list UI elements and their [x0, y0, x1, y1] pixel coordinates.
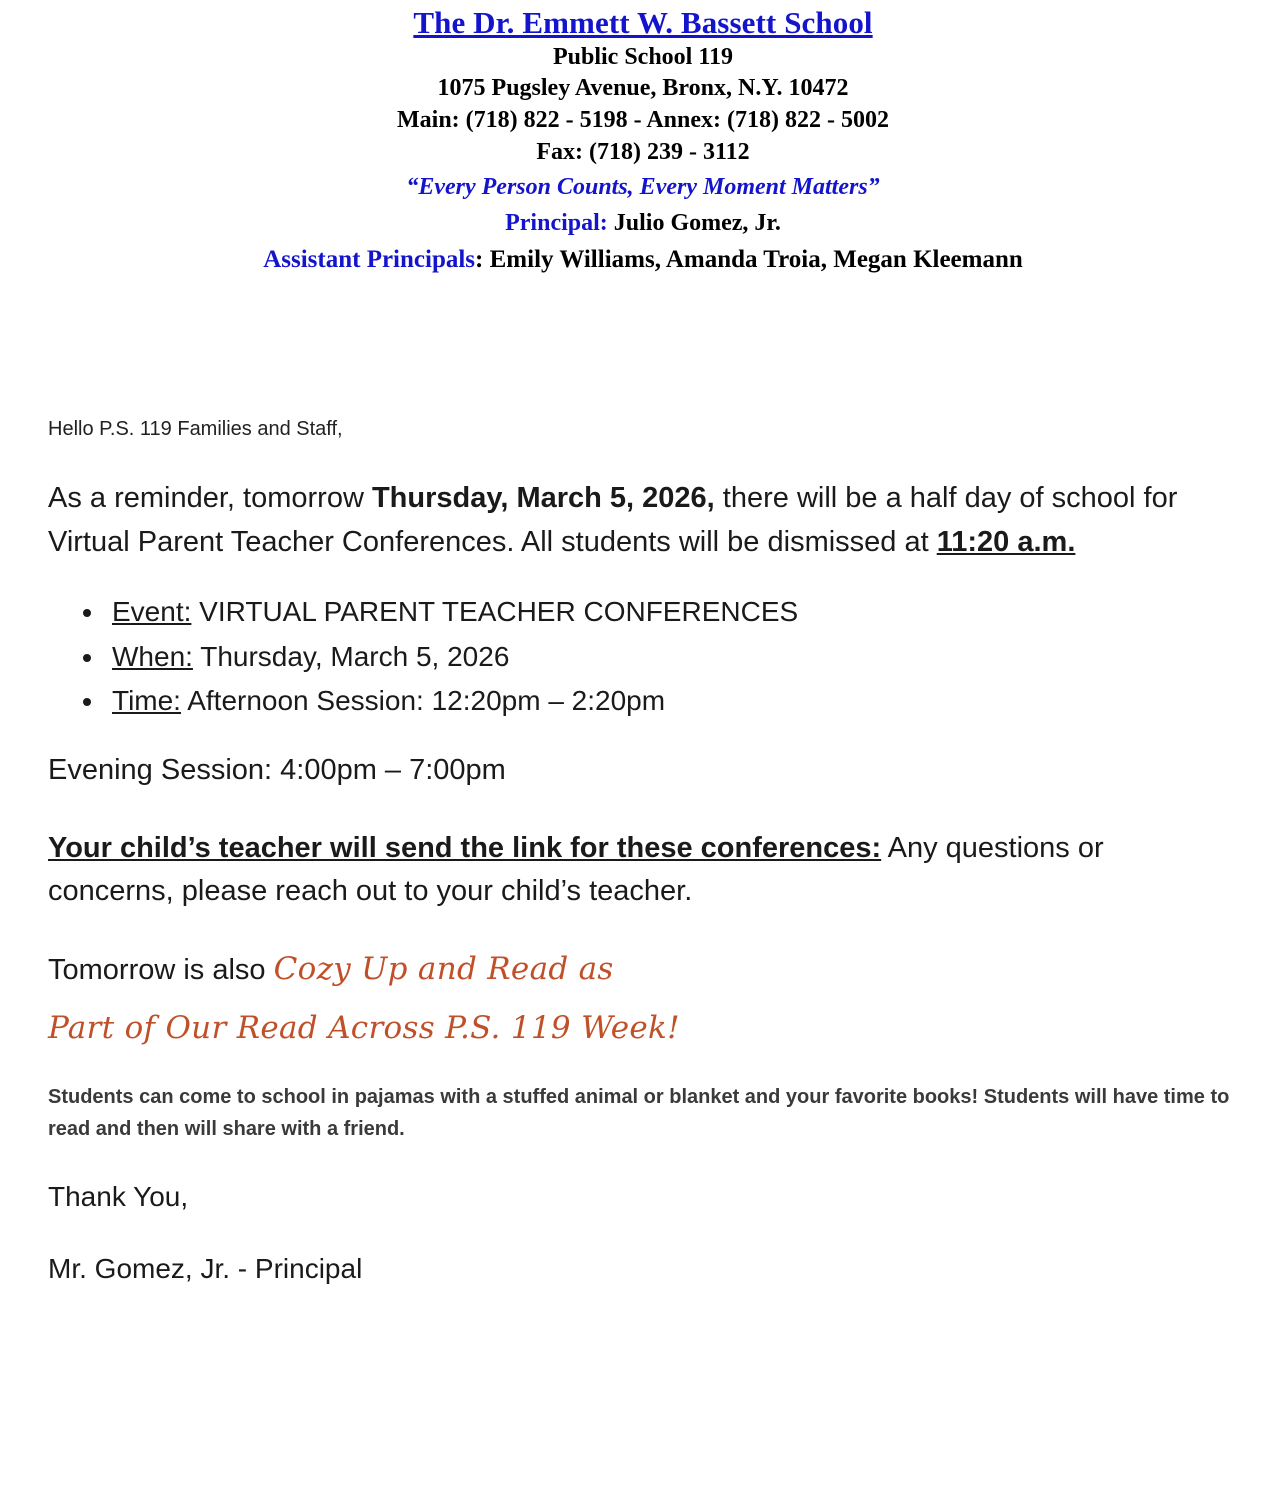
teacher-link-emphasis: Your child’s teacher will send the link for these conferences:	[48, 831, 882, 864]
reminder-paragraph	[48, 476, 1236, 565]
school-phone-numbers: Main: (718) 822 - 5198 - Annex: (718) 822 - 5002	[397, 107, 889, 134]
school-name-heading[interactable]: The Dr. Emmett W. Bassett School	[413, 5, 873, 40]
when-value: Thursday, March 5, 2026	[192, 640, 510, 672]
conference-date-bold: Thursday, March 5, 2026,	[371, 481, 715, 514]
assistant-principals-label: Assistant Principals	[263, 246, 476, 274]
list-item	[106, 590, 1236, 634]
cozy-up-paragraph	[48, 946, 1236, 993]
event-label: Event:	[112, 596, 192, 628]
event-value: VIRTUAL PARENT TEACHER CONFERENCES	[191, 596, 799, 628]
dismissal-time: 11:20 a.m.	[936, 526, 1076, 559]
reminder-text-part1: As a reminder, tomorrow	[48, 481, 372, 514]
event-details-list	[48, 590, 1236, 723]
school-fax-number: Fax: (718) 239 - 3112	[536, 138, 750, 165]
school-motto: “Every Person Counts, Every Moment Matters”	[406, 173, 880, 200]
time-value: Afternoon Session: 12:20pm – 2:20pm	[180, 684, 666, 716]
when-label: When:	[112, 640, 193, 672]
evening-session-line: Evening Session: 4:00pm – 7:00pm	[48, 754, 506, 787]
list-item	[106, 679, 1236, 723]
public-school-number: Public School 119	[552, 43, 734, 70]
letter-body	[0, 416, 1286, 1290]
pajama-day-note: Students can come to school in pajamas with a stuffed animal or blanket and your favorite books! Students will have time to read and then will share with a friend.	[48, 1086, 1230, 1141]
read-across-paragraph	[48, 1006, 1236, 1051]
assistant-principals-colon: :	[475, 246, 484, 274]
teacher-link-paragraph	[48, 827, 1236, 914]
time-label: Time:	[112, 684, 181, 716]
school-letterhead	[0, 0, 1286, 278]
list-item	[106, 635, 1236, 679]
principal-name: Julio Gomez, Jr.	[613, 210, 781, 237]
assistant-principals-names: Emily Williams, Amanda Troia, Megan Kleemann	[489, 246, 1023, 274]
cozy-lead-text: Tomorrow is also	[48, 953, 274, 986]
principal-line	[0, 206, 1286, 240]
signature-line: Mr. Gomez, Jr. - Principal	[48, 1252, 363, 1284]
cozy-fancy-line-1: Cozy Up and Read as	[273, 950, 614, 987]
assistant-principals-line	[0, 242, 1286, 278]
cozy-fancy-line-2: Part of Our Read Across P.S. 119 Week!	[48, 1010, 680, 1047]
principal-label: Principal:	[505, 210, 608, 237]
reminder-text-part2: there will be a half day of school for Virtual Parent Teacher Conferences. All students will be dismissed at	[48, 481, 1178, 559]
greeting-line: Hello P.S. 119 Families and Staff,	[48, 417, 343, 440]
school-address: 1075 Pugsley Avenue, Bronx, N.Y. 10472	[437, 75, 849, 102]
thank-you-line: Thank You,	[48, 1180, 189, 1212]
teacher-link-rest: Any questions or concerns, please reach out to your child’s teacher.	[48, 831, 1104, 908]
